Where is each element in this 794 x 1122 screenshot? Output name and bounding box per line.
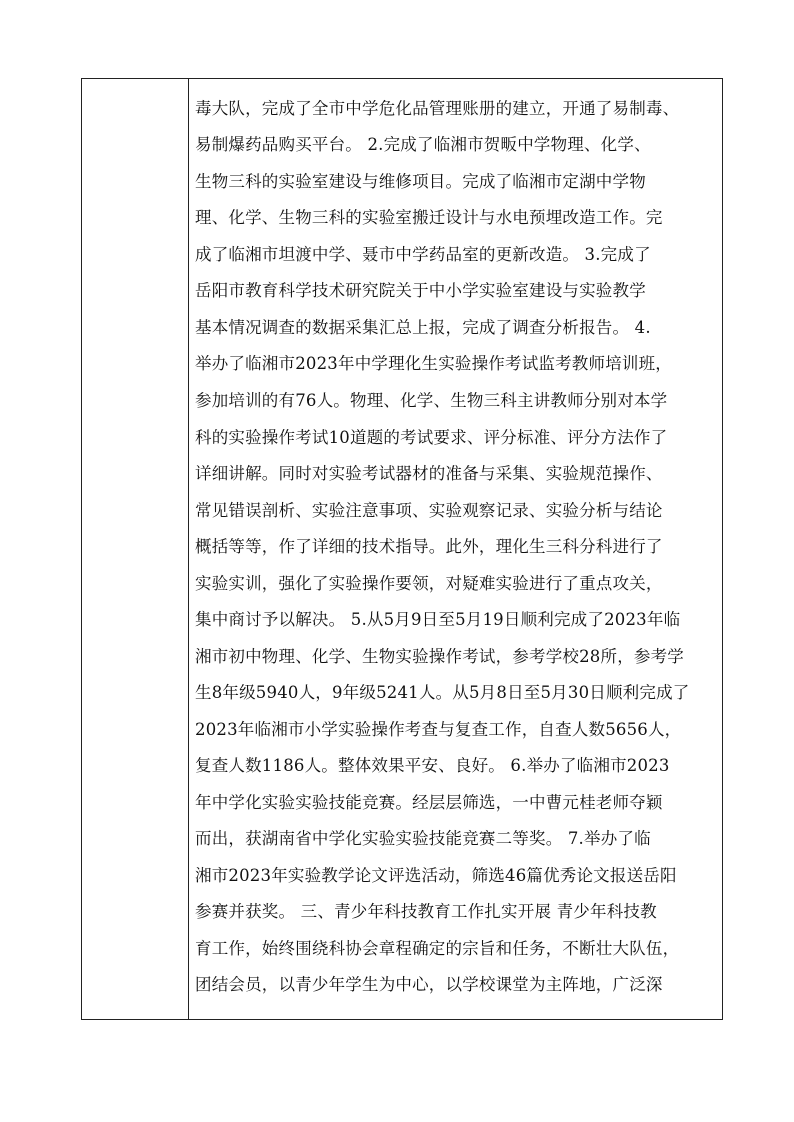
text-line: 举办了临湘市2023年中学理化生实验操作考试监考教师培训班， <box>195 354 672 373</box>
text-line: 参赛并获奖。 三、青少年科技教育工作扎实开展 青少年科技教 <box>195 902 657 921</box>
text-line: 团结会员，以青少年学生为中心，以学校课堂为主阵地，广泛深 <box>195 975 663 994</box>
text-line: 成了临湘市坦渡中学、聂市中学药品室的更新改造。 3.完成了 <box>195 245 651 264</box>
report-table <box>81 78 723 1020</box>
text-line: 实验实训，强化了实验操作要领，对疑难实验进行了重点攻关， <box>195 574 663 593</box>
text-line: 毒大队，完成了全市中学危化品管理账册的建立，开通了易制毒、 <box>195 99 680 118</box>
text-line: 生物三科的实验室建设与维修项目。完成了临湘市定湖中学物 <box>195 172 646 191</box>
text-line: 而出，获湖南省中学化实验实验技能竞赛二等奖。 7.举办了临 <box>195 829 651 848</box>
text-line: 理、化学、生物三科的实验室搬迁设计与水电预埋改造工作。完 <box>195 208 663 227</box>
text-line: 详细讲解。同时对实验考试器材的准备与采集、实验规范操作、 <box>195 464 663 483</box>
text-line: 基本情况调查的数据采集汇总上报，完成了调查分析报告。 4. <box>195 318 651 337</box>
left-column-cell <box>82 79 189 1019</box>
text-line: 2023年临湘市小学实验操作考查与复查工作，自查人数5656人， <box>195 720 682 739</box>
text-line: 湘市2023年实验教学论文评选活动，筛选46篇优秀论文报送岳阳 <box>195 866 677 885</box>
text-line: 集中商讨予以解决。 5.从5月9日至5月19日顺利完成了2023年临 <box>195 610 681 629</box>
text-line: 参加培训的有76人。物理、化学、生物三科主讲教师分别对本学 <box>195 391 668 410</box>
text-line: 概括等等，作了详细的技术指导。此外，理化生三科分科进行了 <box>195 537 663 556</box>
text-line: 育工作，始终围绕科协会章程确定的宗旨和任务，不断壮大队伍， <box>195 939 680 958</box>
text-line: 易制爆药品购买平台。 2.完成了临湘市贺畈中学物理、化学、 <box>195 135 651 154</box>
text-line: 生8年级5940人，9年级5241人。从5月8日至5月30日顺利完成了 <box>195 683 690 702</box>
text-line: 复查人数1186人。整体效果平安、良好。 6.举办了临湘市2023 <box>195 756 670 775</box>
text-line: 年中学化实验实验技能竞赛。经层层筛选，一中曹元桂老师夺颖 <box>195 793 663 812</box>
text-line: 科的实验操作考试10道题的考试要求、评分标准、评分方法作了 <box>195 428 668 447</box>
text-line: 常见错误剖析、实验注意事项、实验观察记录、实验分析与结论 <box>195 501 663 520</box>
content-cell <box>189 79 722 1019</box>
text-line: 湘市初中物理、化学、生物实验操作考试，参考学校28所，参考学 <box>195 647 684 666</box>
text-line: 岳阳市教育科学技术研究院关于中小学实验室建设与实验教学 <box>195 281 646 300</box>
